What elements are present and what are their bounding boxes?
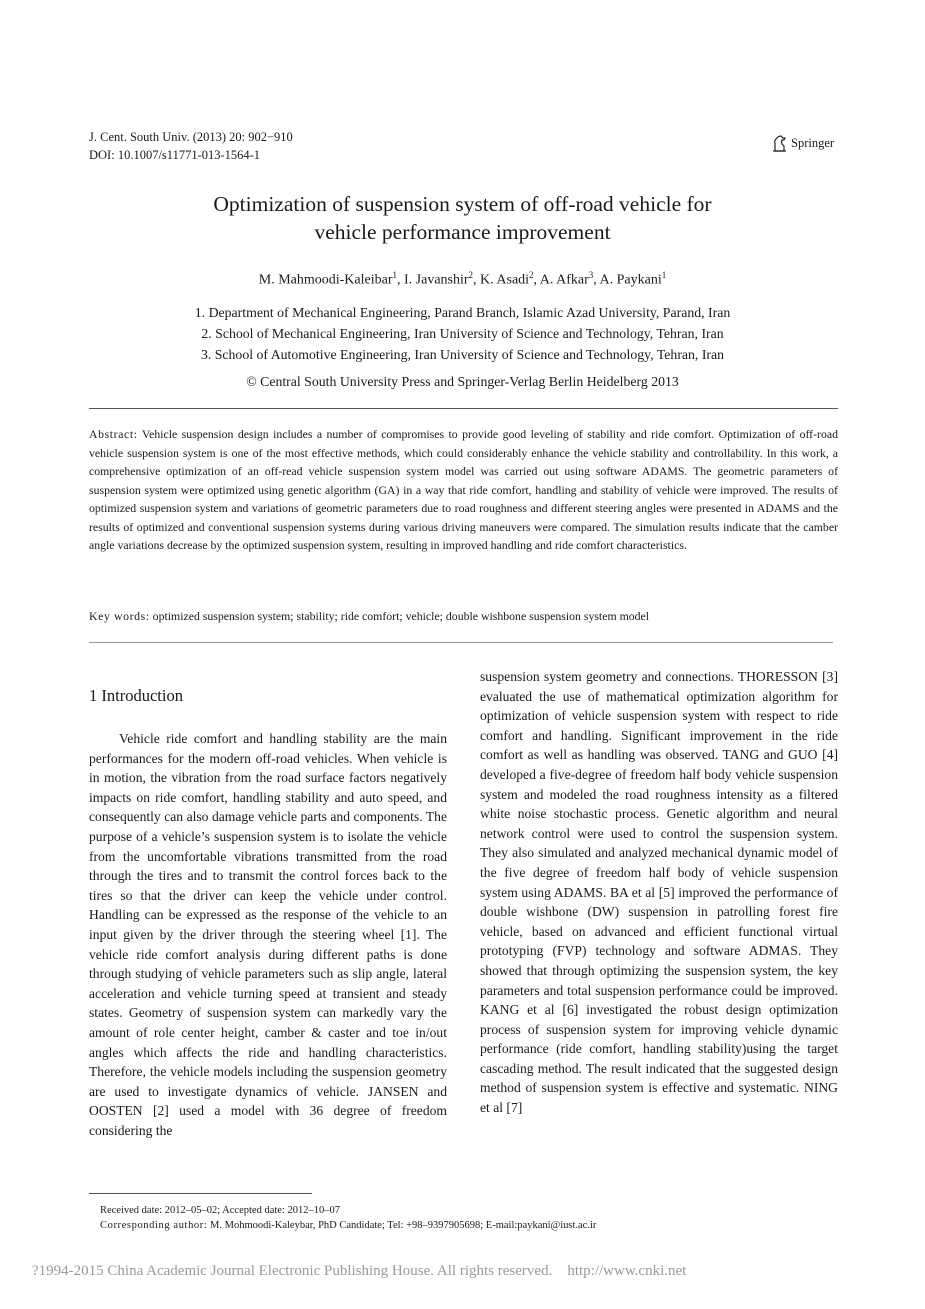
doi-line[interactable]: DOI: 10.1007/s11771-013-1564-1 — [89, 148, 261, 162]
author-name: I. Javanshir — [404, 272, 469, 288]
author-separator: , — [473, 272, 481, 288]
author-affiliation-marker: 1 — [661, 270, 667, 280]
abstract-label: Abstract: — [89, 427, 138, 441]
journal-citation: J. Cent. South Univ. (2013) 20: 902−910 — [89, 130, 293, 144]
cnki-watermark-note: ?1994-2015 China Academic Journal Electronic Publishing House. All rights reserved. http://www.cnki.net — [32, 1263, 687, 1279]
publisher-logo — [772, 135, 834, 152]
title-line-1: Optimization of suspension system of off-road vehicle for — [213, 192, 712, 216]
right-column — [480, 667, 838, 1118]
keywords — [89, 609, 838, 624]
abstract — [89, 425, 838, 555]
left-column-text: Vehicle ride comfort and handling stability are the main performances for the modern off-road vehicles. When vehicle is in motion, the vibration from the road surface factors negatively impacts on ride comfort, handling stability and auto speed, and consequently can also damage vehicle parts and components. The purpose of a vehicle’s suspension system is to isolate the vehicle from the uncomfortable vibrations transmitted from the road through the tires and to transmit the control forces back to the tires so that the driver can keep the vehicle under control. Handling can be expressed as the response of the vehicle to an input given by the driver through the steering wheel [1]. The vehicle ride comfort analysis during different paths is done through studying of vehicle parameters such as slip angle, lateral acceleration and vehicle turning speed at transient and steady states. Geometry of suspension system can markedly vary the amount of role center height, camber & caster and toe in/out angles which affects the ride and handling characteristics. Therefore, the vehicle models including the suspension geometry are used to investigate dynamics of vehicle. JANSEN and OOSTEN [2] used a model with 36 degree of freedom considering the — [89, 731, 447, 1138]
springer-horse-icon — [772, 135, 787, 152]
left-column — [89, 729, 447, 1140]
affiliation-2: 2. School of Mechanical Engineering, Iran University of Science and Technology, Tehran, Iran — [201, 326, 724, 341]
author-separator: , — [397, 272, 404, 288]
right-column-text: suspension system geometry and connections. THORESSON [3] evaluated the use of mathematical optimization algorithm for optimization of vehicle suspension system with respect to ride comfort and handling. Significant improvement in the ride comfort as well as handling was observed. TANG and GUO [4] developed a five-degree of freedom half body vehicle suspension system and modeled the road roughness intensity as a filtered white noise stochastic process. Genetic algorithm and neural network control were used to control the suspension system. They also simulated and analyzed mechanical dynamic model of the five degree of freedom half body of vehicle suspension system using ADAMS. BA et al [5] improved the performance of double wishbone (DW) suspension in patrolling forest fire vehicle, based on advanced and efficient functional virtual prototyping (FVP) technology and software ADMAS. They showed that through optimizing the suspension system, the key parameters and total suspension performance could be improved. KANG et al [6] investigated the robust design optimization process of suspension system for improving vehicle dynamic performance (ride comfort, handling stability)using the target cascading method. The result indicated that the suggested design method of suspension system is effective and systematic. NING et al [7] — [480, 669, 838, 1116]
publisher-name: Springer — [791, 136, 835, 150]
author-affiliation-marker: 2 — [468, 270, 474, 280]
divider-keywords — [89, 642, 833, 643]
paper-title — [0, 190, 925, 246]
author-name: M. Mahmoodi-Kaleibar — [258, 272, 393, 288]
divider-top — [89, 408, 838, 409]
author-affiliation-marker: 2 — [529, 270, 534, 280]
affiliation-1: 1. Department of Mechanical Engineering, Parand Branch, Islamic Azad University, Parand, Iran — [194, 305, 731, 320]
author-affiliation-marker: 1 — [392, 270, 397, 280]
copyright-line: © Central South University Press and Springer-Verlag Berlin Heidelberg 2013 — [246, 374, 679, 389]
footnotes — [100, 1203, 596, 1233]
keywords-text: optimized suspension system; stability; ride comfort; vehicle; double wishbone suspension system model — [152, 609, 650, 623]
corresponding-text: M. Mohmoodi-Kaleybar, PhD Candidate; Tel: +98–9397905698; E-mail:paykani@iust.ac.ir — [210, 1220, 597, 1231]
footnote-divider — [89, 1193, 312, 1194]
author-list — [0, 270, 925, 289]
author-name: K. Asadi — [480, 272, 530, 288]
corresponding-author — [100, 1218, 596, 1233]
author-separator: , — [533, 272, 540, 288]
affiliation-3: 3. School of Automotive Engineering, Iran University of Science and Technology, Tehran, Iran — [200, 347, 725, 362]
title-line-2: vehicle performance improvement — [314, 220, 611, 244]
abstract-text: Vehicle suspension design includes a number of compromises to provide good leveling of stability and ride comfort. Optimization of off-road vehicle suspension system is one of the most effective methods, which could considerably enhance the vehicle stability and controllability. In this work, a comprehensive optimization of an off-read vehicle suspension system model was carried out using software ADAMS. The geometric parameters of suspension system were optimized using genetic algorithm (GA) in a way that ride comfort, handling and stability of vehicle were improved. The results of optimized suspension system and variations of geometric parameters due to road roughness and different steering angles were presented in ADAMS and the results of optimized and conventional suspension systems during various driving maneuvers were compared. The simulation results indicate that the camber angle variations decrease by the optimized suspension system, resulting in improved handling and ride comfort characteristics. — [89, 427, 838, 552]
author-separator: , — [593, 272, 600, 288]
section-heading: 1 Introduction — [89, 686, 183, 705]
author-affiliation-marker: 3 — [588, 270, 594, 280]
author-name: A. Afkar — [539, 272, 589, 288]
received-date: Received date: 2012–05–02; Accepted date: 2012–10–07 — [100, 1205, 340, 1216]
author-name: A. Paykani — [599, 272, 662, 288]
keywords-label: Key words: — [89, 609, 150, 623]
affiliations — [0, 302, 925, 365]
corresponding-label: Corresponding author: — [100, 1220, 208, 1231]
